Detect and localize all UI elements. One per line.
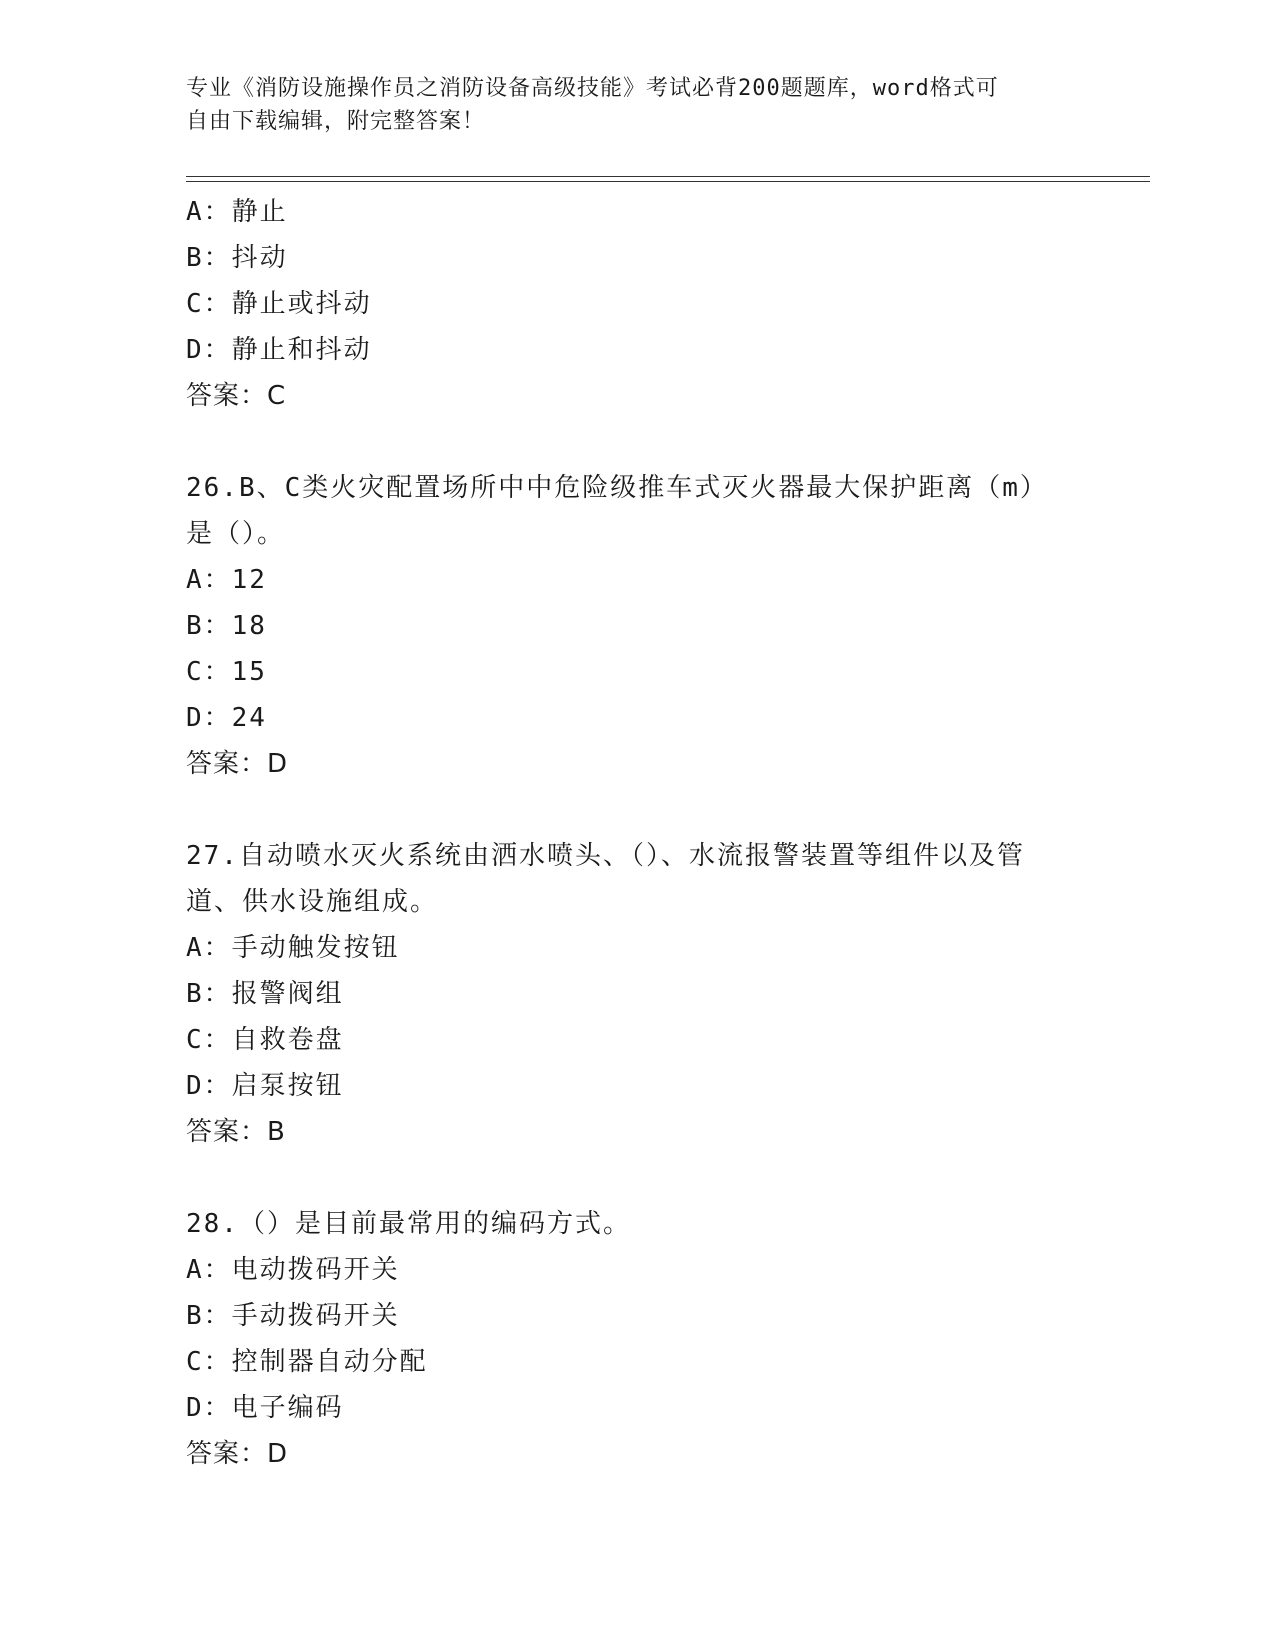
option-d: D：启泵按钮 <box>186 1071 344 1101</box>
option-b: B：18 <box>186 611 267 641</box>
question-27 <box>186 833 1086 1155</box>
document-header <box>186 72 1076 138</box>
header-line-1: 专业《消防设施操作员之消防设备高级技能》考试必背200题题库，word格式可 <box>186 76 999 101</box>
header-line-2: 自由下载编辑，附完整答案！ <box>186 109 486 134</box>
option-a: A：电动拨码开关 <box>186 1255 400 1285</box>
question-stem-line: 是（）。 <box>186 519 286 549</box>
question-stem-line: 26.B、C类火灾配置场所中中危险级推车式灭火器最大保护距离（m） <box>186 473 1048 503</box>
option-b: B：报警阀组 <box>186 979 344 1009</box>
option-c: C：自救卷盘 <box>186 1025 344 1055</box>
option-d: D：24 <box>186 703 267 733</box>
question-25-continued <box>186 189 1086 419</box>
option-b: B：手动拨码开关 <box>186 1301 400 1331</box>
header-divider-bottom <box>186 181 1150 182</box>
option-a: A：12 <box>186 565 267 595</box>
answer: 答案：B <box>186 1117 286 1147</box>
option-d: D：静止和抖动 <box>186 335 372 365</box>
option-a: A：静止 <box>186 197 288 227</box>
option-d: D：电子编码 <box>186 1393 344 1423</box>
option-c: C：15 <box>186 657 267 687</box>
answer: 答案：C <box>186 381 287 411</box>
question-stem-line: 28.（）是目前最常用的编码方式。 <box>186 1209 631 1239</box>
header-divider-top <box>186 176 1150 177</box>
option-a: A：手动触发按钮 <box>186 933 400 963</box>
question-stem-line: 道、供水设施组成。 <box>186 887 439 917</box>
question-26 <box>186 465 1086 787</box>
option-b: B：抖动 <box>186 243 288 273</box>
answer: 答案：D <box>186 749 289 779</box>
option-c: C：静止或抖动 <box>186 289 372 319</box>
question-stem-line: 27.自动喷水灭火系统由洒水喷头、（）、水流报警装置等组件以及管 <box>186 841 1025 871</box>
answer: 答案：D <box>186 1439 289 1469</box>
question-list <box>186 189 1086 1477</box>
question-28 <box>186 1201 1086 1477</box>
option-c: C：控制器自动分配 <box>186 1347 428 1377</box>
